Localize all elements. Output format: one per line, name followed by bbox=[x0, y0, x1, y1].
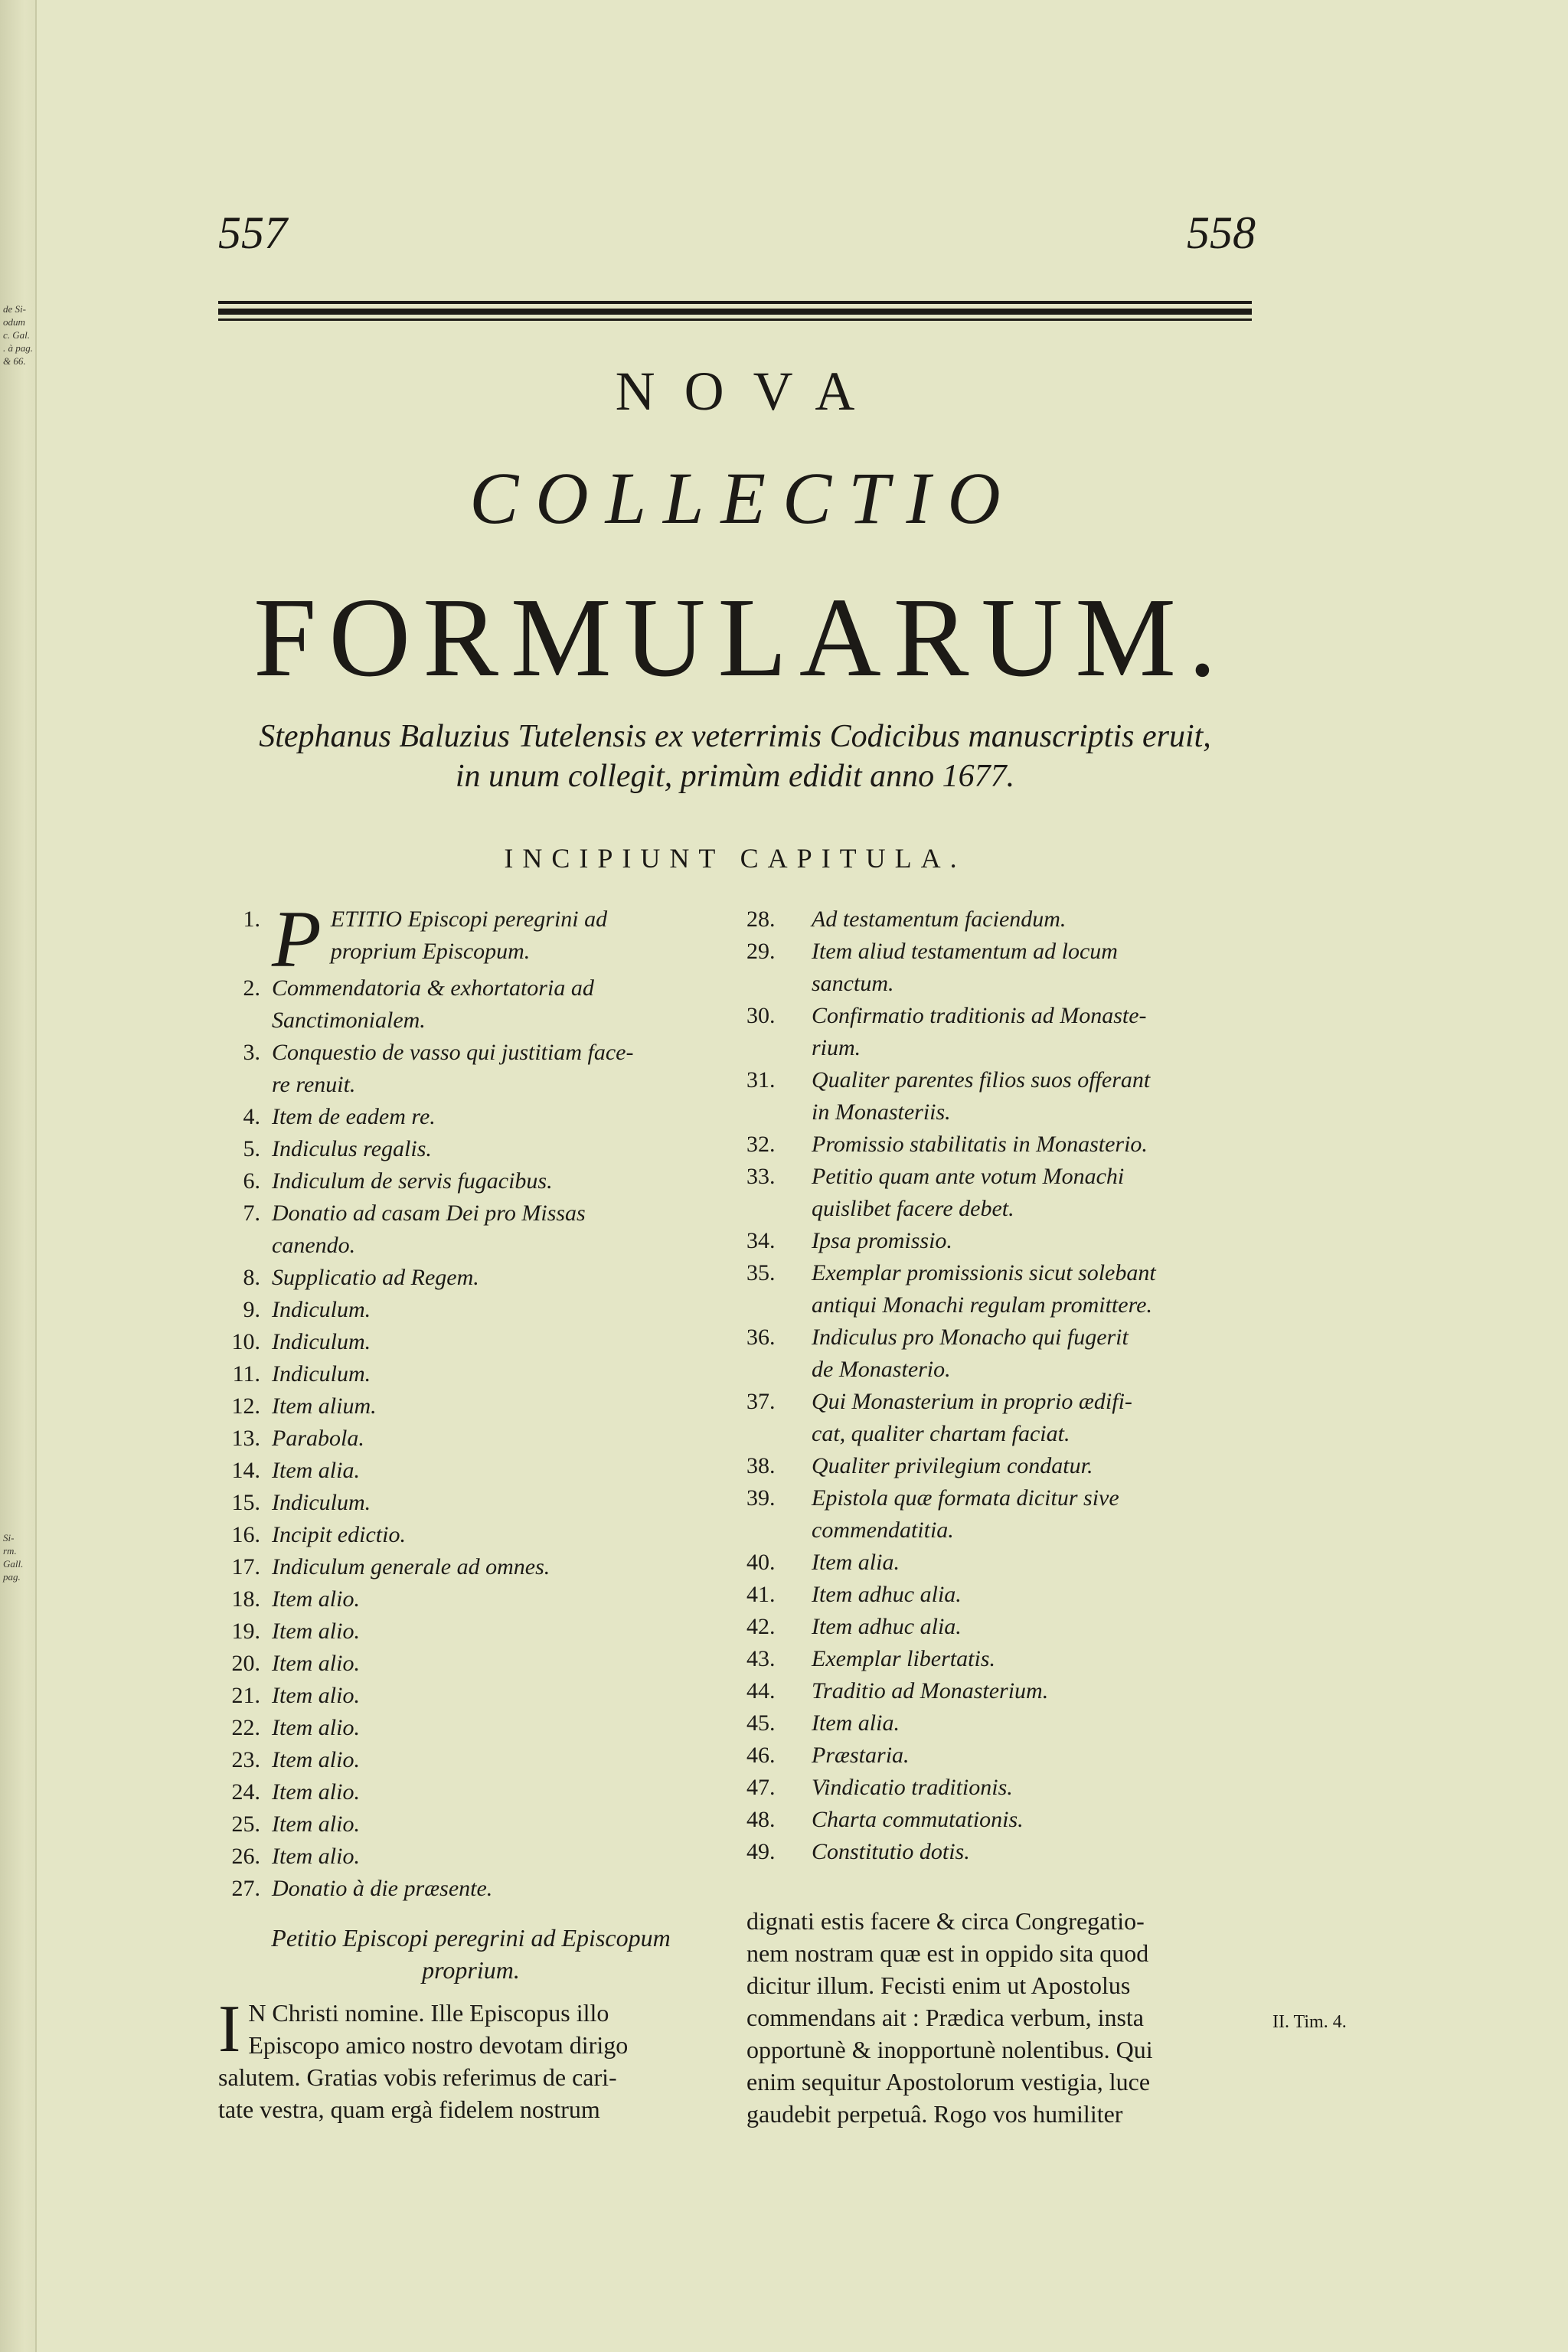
toc-item-title: Qui Monasterium in proprio ædifi- cat, qualiter chartam faciat. bbox=[812, 1389, 1132, 1446]
toc-item-title: Promissio stabilitatis in Monasterio. bbox=[812, 1132, 1148, 1157]
toc-item bbox=[746, 1257, 1263, 1321]
toc-item-title: Supplicatio ad Regem. bbox=[272, 1265, 479, 1290]
toc-item bbox=[195, 1519, 746, 1551]
toc-item-title: Donatio à die præsente. bbox=[272, 1876, 493, 1901]
toc-item bbox=[746, 936, 1263, 1000]
toc-item-number: 30. bbox=[746, 1003, 776, 1028]
toc-item bbox=[195, 1037, 746, 1101]
toc-item bbox=[195, 1744, 746, 1776]
toc-item-number: 48. bbox=[746, 1807, 776, 1832]
toc-item bbox=[195, 1197, 746, 1262]
toc-item bbox=[746, 1321, 1263, 1386]
toc-item-title: Donatio ad casam Dei pro Missas canendo. bbox=[272, 1200, 586, 1258]
toc-item bbox=[746, 1482, 1263, 1547]
toc-item bbox=[195, 1551, 746, 1583]
toc-item-title: Item alia. bbox=[812, 1550, 900, 1575]
toc-item bbox=[746, 903, 1263, 936]
toc-item-title: Commendatoria & exhortatoria ad Sanctimonialem. bbox=[272, 975, 594, 1033]
toc-item-number: 49. bbox=[746, 1839, 776, 1864]
toc-item-title: Qualiter privilegium condatur. bbox=[812, 1453, 1093, 1478]
text-line: N Christi nomine. Ille Episcopus illo bbox=[248, 1999, 609, 2027]
toc-item-title: Item adhuc alia. bbox=[812, 1614, 962, 1639]
toc-item bbox=[195, 1390, 746, 1423]
title-nova: NOVA bbox=[615, 361, 884, 422]
toc-item-title: Parabola. bbox=[272, 1426, 364, 1451]
toc-item-number: 20. bbox=[231, 1651, 260, 1676]
toc-item-title: Traditio ad Monasterium. bbox=[812, 1678, 1049, 1704]
toc-item-number: 17. bbox=[231, 1554, 260, 1579]
toc-item bbox=[746, 1804, 1263, 1836]
toc-item bbox=[195, 1680, 746, 1712]
toc-item-number: 33. bbox=[746, 1164, 776, 1189]
toc-item bbox=[195, 1648, 746, 1680]
toc-item-title: Ad testamentum faciendum. bbox=[812, 906, 1067, 932]
binding-gutter bbox=[0, 0, 37, 2352]
toc-item-number: 3. bbox=[243, 1040, 260, 1065]
toc-item-number: 13. bbox=[231, 1426, 260, 1451]
toc-item bbox=[746, 1129, 1263, 1161]
toc-item bbox=[746, 1450, 1263, 1482]
toc-item-title: Vindicatio traditionis. bbox=[812, 1775, 1013, 1800]
toc-item-number: 15. bbox=[231, 1490, 260, 1515]
toc-item-number: 46. bbox=[746, 1743, 776, 1768]
toc-item-title: Charta commutationis. bbox=[812, 1807, 1024, 1832]
toc-item-number: 11. bbox=[232, 1361, 260, 1387]
toc-item-title: Item alio. bbox=[272, 1619, 360, 1644]
toc-item-title: Item alia. bbox=[272, 1458, 360, 1483]
subtitle bbox=[218, 717, 1252, 796]
toc-item-title: Exemplar promissionis sicut solebant antiqui Monachi regulam promittere. bbox=[812, 1260, 1156, 1318]
toc-item bbox=[195, 1776, 746, 1808]
toc-item-number: 37. bbox=[746, 1389, 776, 1414]
toc-item bbox=[195, 1294, 746, 1326]
toc-item bbox=[746, 1161, 1263, 1225]
toc-item bbox=[746, 1675, 1263, 1707]
text-line: nem nostram quæ est in oppido sita quod bbox=[746, 1939, 1149, 1967]
toc-item-title: Item aliud testamentum ad locum sanctum. bbox=[812, 939, 1118, 996]
toc-item bbox=[746, 1225, 1263, 1257]
toc-item bbox=[195, 1101, 746, 1133]
toc-item-number: 23. bbox=[231, 1747, 260, 1772]
toc-item bbox=[746, 1611, 1263, 1643]
toc-item-title: Indiculus pro Monacho qui fugerit de Monasterio. bbox=[812, 1325, 1129, 1382]
page-number-left: 557 bbox=[218, 207, 287, 258]
toc-item-title: Item alio. bbox=[272, 1779, 360, 1805]
toc-item-number: 34. bbox=[746, 1228, 776, 1253]
toc-item-number: 47. bbox=[746, 1775, 776, 1800]
toc-item bbox=[746, 1836, 1263, 1868]
toc-item-number: 21. bbox=[231, 1683, 260, 1708]
page-number-right: 558 bbox=[1187, 207, 1256, 258]
toc-dropcap: P bbox=[272, 894, 322, 984]
toc-item-title: Item alia. bbox=[812, 1710, 900, 1736]
toc-item-number: 10. bbox=[231, 1329, 260, 1354]
toc-item-number: 14. bbox=[231, 1458, 260, 1483]
toc-item bbox=[195, 1165, 746, 1197]
toc-item-title: Conquestio de vasso qui justitiam face- re renuit. bbox=[272, 1040, 634, 1097]
text-line: Episcopo amico nostro devotam dirigo bbox=[248, 2031, 629, 2059]
toc-item-title: Indiculum. bbox=[272, 1329, 371, 1354]
toc-item-title: Confirmatio traditionis ad Monaste- rium. bbox=[812, 1003, 1147, 1060]
toc-item-number: 40. bbox=[746, 1550, 776, 1575]
toc-item-title: Incipit edictio. bbox=[272, 1522, 406, 1547]
toc-item-title: Petitio quam ante votum Monachi quislibet facere debet. bbox=[812, 1164, 1125, 1221]
toc-item-title: Indiculum generale ad omnes. bbox=[272, 1554, 550, 1579]
toc-item bbox=[746, 1386, 1263, 1450]
text-line: enim sequitur Apostolorum vestigia, luce bbox=[746, 2068, 1151, 2096]
toc-item-number: 42. bbox=[746, 1614, 776, 1639]
toc-item bbox=[746, 1064, 1263, 1129]
toc-item-number: 31. bbox=[746, 1067, 776, 1093]
toc-item-number: 8. bbox=[243, 1265, 260, 1290]
toc-item-text: ETITIO Episcopi peregrini ad proprium Episcopum. bbox=[330, 906, 608, 964]
toc-item-title: Item de eadem re. bbox=[272, 1104, 436, 1129]
toc-item bbox=[746, 1579, 1263, 1611]
toc-item-title: Indiculum de servis fugacibus. bbox=[272, 1168, 553, 1194]
toc-item bbox=[195, 1615, 746, 1648]
gutter-note-top: de Si- odum c. Gal. . à pag. & 66. bbox=[3, 303, 33, 367]
header-rule-top bbox=[218, 301, 1252, 304]
toc-item-title: Item alio. bbox=[272, 1651, 360, 1676]
toc-item-title: Item alio. bbox=[272, 1811, 360, 1837]
toc-item-number: 12. bbox=[231, 1393, 260, 1419]
header-rule-thick bbox=[218, 309, 1252, 315]
text-line: gaudebit perpetuâ. Rogo vos humiliter bbox=[746, 2100, 1123, 2128]
toc-item bbox=[195, 1326, 746, 1358]
toc-item-title: Indiculum. bbox=[272, 1297, 371, 1322]
toc-item bbox=[195, 1808, 746, 1841]
subtitle-line-2: in unum collegit, primùm edidit anno 1677. bbox=[455, 759, 1015, 794]
toc-item-number: 6. bbox=[243, 1168, 260, 1194]
subtitle-line-1: Stephanus Baluzius Tutelensis ex veterrimis Codicibus manuscriptis eruit, bbox=[259, 719, 1211, 754]
chapters-heading: INCIPIUNT CAPITULA. bbox=[504, 843, 966, 874]
toc-item-title: Item alio. bbox=[272, 1747, 360, 1772]
text-line: tate vestra, quam ergà fidelem nostrum bbox=[218, 2096, 600, 2123]
toc-item bbox=[195, 1358, 746, 1390]
toc-item-number: 7. bbox=[243, 1200, 260, 1226]
toc-item-number: 2. bbox=[243, 975, 260, 1001]
toc-item bbox=[746, 1000, 1263, 1064]
toc-item-number: 24. bbox=[231, 1779, 260, 1805]
toc-item-number: 35. bbox=[746, 1260, 776, 1285]
text-line: opportunè & inopportunè nolentibus. Qui bbox=[746, 2036, 1153, 2063]
toc-item-title: Exemplar libertatis. bbox=[812, 1646, 995, 1671]
toc-item-title: Item alio. bbox=[272, 1715, 360, 1740]
toc-left-column bbox=[195, 894, 746, 1905]
toc-item bbox=[195, 1455, 746, 1487]
toc-item-number: 27. bbox=[231, 1876, 260, 1901]
toc-item bbox=[195, 1583, 746, 1615]
toc-item-title: Constitutio dotis. bbox=[812, 1839, 970, 1864]
toc-item-number: 16. bbox=[231, 1522, 260, 1547]
toc-item bbox=[746, 1643, 1263, 1675]
toc-item-number: 1. bbox=[243, 906, 260, 932]
toc-item-title: Item alio. bbox=[272, 1586, 360, 1612]
toc-item-number: 19. bbox=[231, 1619, 260, 1644]
toc-item-number: 43. bbox=[746, 1646, 776, 1671]
toc-item-number: 26. bbox=[231, 1844, 260, 1869]
toc-item bbox=[195, 972, 746, 1037]
toc-item-number: 45. bbox=[746, 1710, 776, 1736]
toc-item-number: 4. bbox=[243, 1104, 260, 1129]
toc-item bbox=[195, 1423, 746, 1455]
title-formularum: FORMULARUM. bbox=[253, 575, 1229, 701]
text-line: commendans ait : Prædica verbum, insta bbox=[746, 2004, 1144, 2031]
toc-item-number: 38. bbox=[746, 1453, 776, 1478]
toc-item-number: 29. bbox=[746, 939, 776, 964]
toc-item-number: 22. bbox=[231, 1715, 260, 1740]
toc-item-number: 5. bbox=[243, 1136, 260, 1161]
toc-item-title: Ipsa promissio. bbox=[812, 1228, 952, 1253]
toc-item bbox=[746, 1547, 1263, 1579]
text-line: dicitur illum. Fecisti enim ut Apostolus bbox=[746, 1971, 1131, 1999]
toc-item bbox=[195, 1133, 746, 1165]
toc-item bbox=[195, 1841, 746, 1873]
toc-item-title: Indiculum. bbox=[272, 1490, 371, 1515]
toc-item-title: Qualiter parentes filios suos offerant in Monasteriis. bbox=[812, 1067, 1151, 1125]
text-line: dignati estis facere & circa Congregatio- bbox=[746, 1907, 1145, 1935]
toc-item-number: 9. bbox=[243, 1297, 260, 1322]
toc-item-number: 32. bbox=[746, 1132, 776, 1157]
gutter-note-bottom: Si- rm. Gall. pag. bbox=[3, 1532, 24, 1583]
toc-item bbox=[746, 1772, 1263, 1804]
toc-item-title: Præstaria. bbox=[812, 1743, 910, 1768]
toc-item-number: 36. bbox=[746, 1325, 776, 1350]
toc-item-title: Item alium. bbox=[272, 1393, 377, 1419]
toc-item bbox=[195, 1712, 746, 1744]
toc-item-number: 39. bbox=[746, 1485, 776, 1511]
text-line: salutem. Gratias vobis referimus de cari- bbox=[218, 2063, 617, 2091]
toc-item-number: 44. bbox=[746, 1678, 776, 1704]
toc-item bbox=[195, 1487, 746, 1519]
toc-item-number: 25. bbox=[231, 1811, 260, 1837]
title-collectio: COLLECTIO bbox=[469, 457, 1018, 539]
toc-item bbox=[746, 1740, 1263, 1772]
toc-item-title: Indiculus regalis. bbox=[272, 1136, 432, 1161]
toc-item-title: Indiculum. bbox=[272, 1361, 371, 1387]
section-title-line-2: proprium. bbox=[422, 1956, 520, 1984]
toc-item-title bbox=[272, 894, 746, 984]
toc-item-title: Item alio. bbox=[272, 1844, 360, 1869]
toc-right-column bbox=[746, 903, 1263, 1868]
toc-item-number: 18. bbox=[231, 1586, 260, 1612]
toc-item bbox=[195, 1873, 746, 1905]
toc-item-title: Item adhuc alia. bbox=[812, 1582, 962, 1607]
right-paragraph bbox=[746, 1905, 1252, 2130]
toc-item-title: Item alio. bbox=[272, 1683, 360, 1708]
toc-item bbox=[746, 1707, 1263, 1740]
toc-item-title: Epistola quæ formata dicitur sive commendatitia. bbox=[812, 1485, 1119, 1543]
section-title bbox=[218, 1922, 724, 1986]
left-paragraph bbox=[218, 1992, 724, 2125]
toc-item bbox=[195, 1262, 746, 1294]
toc-item-number: 41. bbox=[746, 1582, 776, 1607]
header-rule-bottom bbox=[218, 318, 1252, 321]
toc-item bbox=[195, 894, 746, 984]
paragraph-dropcap: I bbox=[218, 1992, 241, 2066]
section-title-line-1: Petitio Episcopi peregrini ad Episcopum bbox=[271, 1924, 671, 1952]
toc-item-number: 28. bbox=[746, 906, 776, 932]
margin-note: II. Tim. 4. bbox=[1272, 2012, 1347, 2032]
